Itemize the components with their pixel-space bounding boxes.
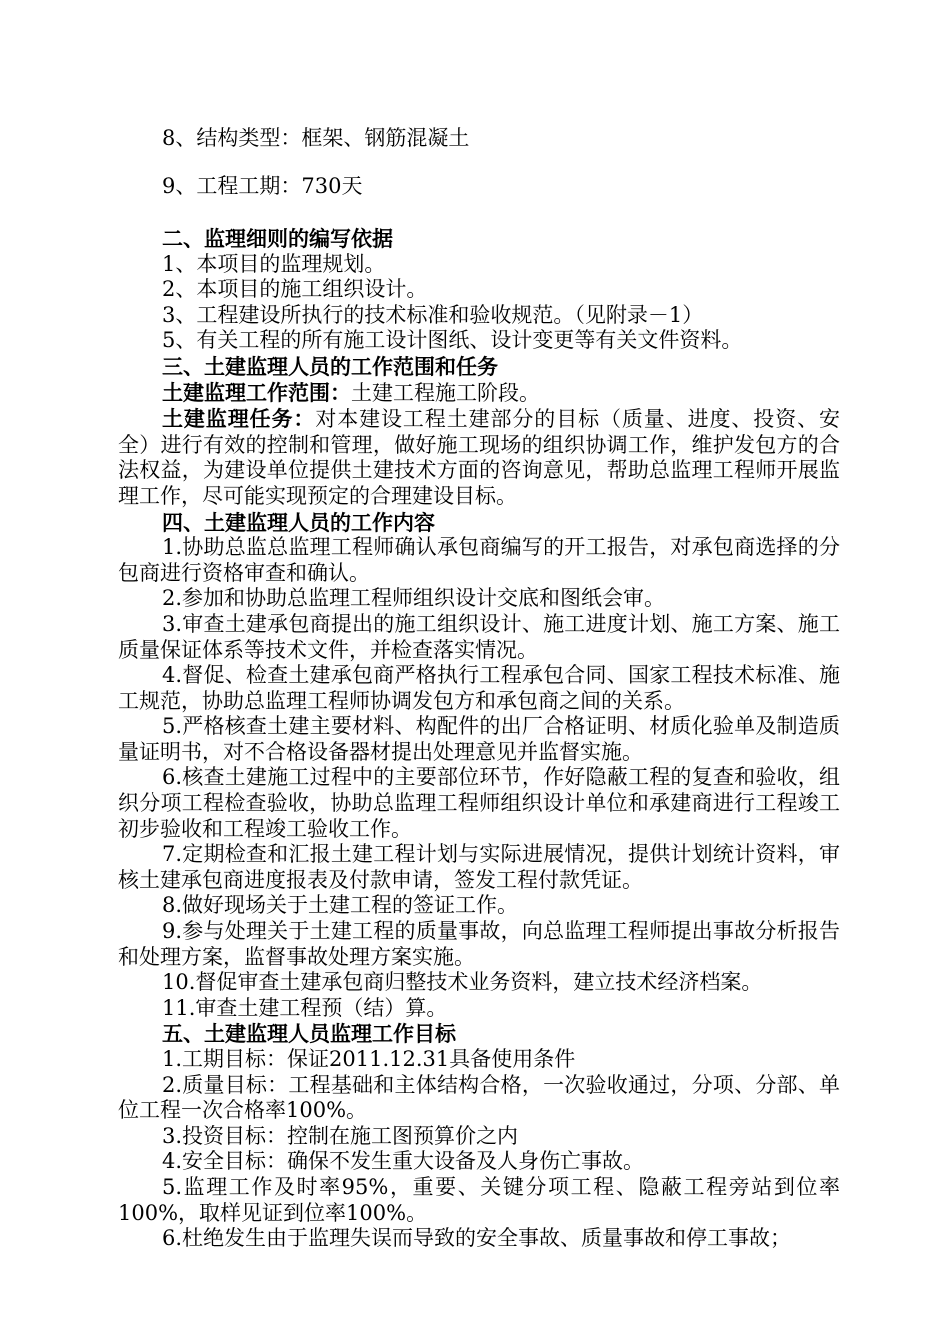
- task-text: 对本建设工程土建部分的目标（质量、进度、投资、安全）进行有效的控制和管理，做好施工现场的组织协调工作，维护发包方的合法权益，为建设单位提供土建技术方面的咨询意见，帮助总监理工程师开展监理工作，尽可能实现预定的合理建设目标。: [118, 407, 841, 508]
- goal-item-1: 1.工期目标：保证2011.12.31具备使用条件: [162, 1047, 576, 1071]
- goal-item-5: 5.监理工作及时率95%，重要、关键分项工程、隐蔽工程旁站到位率100%，取样见证到位率100%。: [118, 1174, 840, 1225]
- project-duration-line: 9、工程工期：730天: [162, 174, 363, 198]
- scope-paragraph: [118, 380, 840, 407]
- task-label: 土建监理任务：: [162, 406, 316, 432]
- work-item-2: 2.参加和协助总监理工程师组织设计交底和图纸会审。: [162, 586, 666, 611]
- goal-item-4: 4.安全目标：确保不发生重大设备及人身伤亡事故。: [162, 1149, 645, 1174]
- task-paragraph: [118, 406, 840, 509]
- work-item-7: 7.定期检查和汇报土建工程计划与实际进展情况，提供计划统计资料，审核土建承包商进度报表及付款申请，签发工程付款凭证。: [118, 842, 840, 892]
- basis-item-2: 2、本项目的施工组织设计。: [162, 277, 428, 302]
- goal-item-6: 6.杜绝发生由于监理失误而导致的安全事故、质量事故和停工事故；: [162, 1226, 792, 1251]
- work-item-4: 4.督促、检查土建承包商严格执行工程承包合同、国家工程技术标准、施工规范，协助总监理工程师协调发包方和承包商之间的关系。: [118, 663, 840, 713]
- document-body: [118, 226, 840, 1252]
- section-2-heading: 二、监理细则的编写依据: [162, 226, 393, 251]
- section-3-heading: 三、土建监理人员的工作范围和任务: [162, 353, 498, 379]
- basis-item-1: 1、本项目的监理规划。: [162, 251, 386, 276]
- work-item-5: 5.严格核查土建主要材料、构配件的出厂合格证明、材质化验单及制造质量证明书，对不合格设备器材提出处理意见并监督实施。: [118, 714, 840, 764]
- structure-type-line: 8、结构类型：框架、钢筋混凝土: [162, 126, 470, 150]
- work-item-1: 1.协助总监总监理工程师确认承包商编写的开工报告，对承包商选择的分包商进行资格审查和确认。: [118, 535, 840, 585]
- work-item-10: 10.督促审查土建承包商归整技术业务资料，建立技术经济档案。: [162, 970, 763, 995]
- goal-item-3: 3.投资目标：控制在施工图预算价之内: [162, 1123, 519, 1148]
- basis-item-3: 3、工程建设所执行的技术标准和验收规范。（见附录－1）: [162, 302, 704, 327]
- goal-item-2: 2.质量目标：工程基础和主体结构合格，一次验收通过，分项、分部、单位工程一次合格率100%。: [118, 1072, 840, 1123]
- section-5-heading: 五、土建监理人员监理工作目标: [162, 1021, 456, 1047]
- scope-label: 土建监理工作范围：: [162, 379, 351, 405]
- work-item-8: 8.做好现场关于土建工程的签证工作。: [162, 893, 519, 918]
- scope-text: 土建工程施工阶段。: [351, 380, 540, 405]
- work-item-11: 11.审查土建工程预（结）算。: [162, 995, 448, 1020]
- section-4-heading: 四、土建监理人员的工作内容: [162, 509, 435, 535]
- work-item-6: 6.核查土建施工过程中的主要部位环节，作好隐蔽工程的复查和验收，组织分项工程检查验收，协助总监理工程师组织设计单位和承建商进行工程竣工初步验收和工程竣工验收工作。: [118, 765, 840, 841]
- work-item-9: 9.参与处理关于土建工程的质量事故，向总监理工程师提出事故分析报告和处理方案，监督事故处理方案实施。: [118, 919, 840, 969]
- work-item-3: 3.审查土建承包商提出的施工组织设计、施工进度计划、施工方案、施工质量保证体系等技术文件，并检查落实情况。: [118, 611, 840, 662]
- basis-item-5: 5、有关工程的所有施工设计图纸、设计变更等有关文件资料。: [162, 328, 743, 353]
